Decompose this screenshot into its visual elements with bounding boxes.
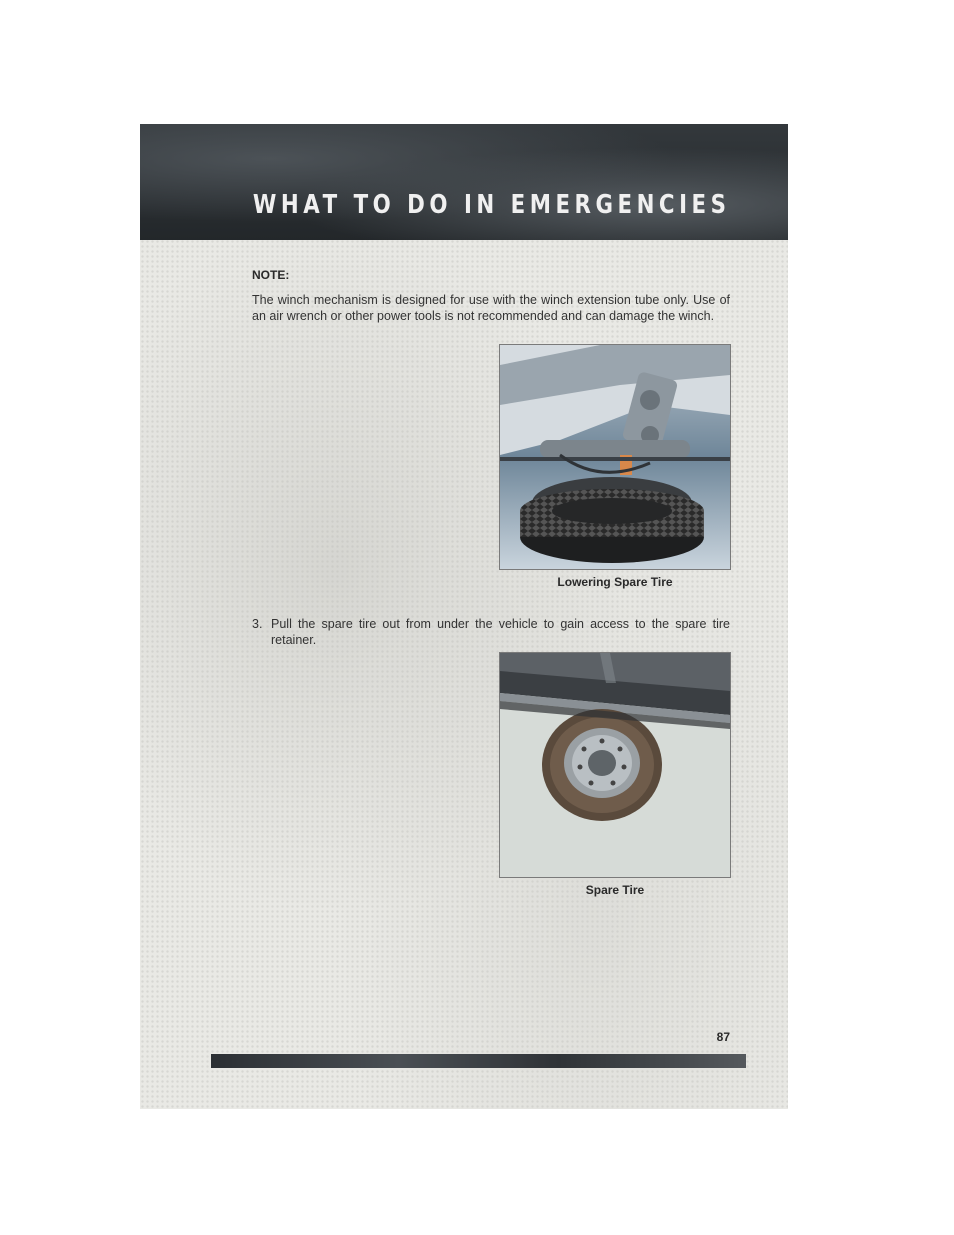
note-text: The winch mechanism is designed for use with the winch extension tube only. Use of an air wrench or other power tools is not recommended and can damage the winch. (252, 293, 730, 323)
section-banner (140, 124, 788, 240)
lowering-spare-tire-photo (499, 344, 731, 570)
manual-page (140, 124, 788, 1109)
step-item (252, 616, 730, 648)
section-title: WHAT TO DO IN EMERGENCIES (252, 190, 730, 220)
step-text: Pull the spare tire out from under the vehicle to gain access to the spare tire retainer. (271, 617, 730, 647)
spare-tire-photo (499, 652, 731, 878)
page-number: 87 (716, 1030, 730, 1044)
figure-caption: Lowering Spare Tire (557, 575, 673, 589)
step-number: 3. (252, 617, 263, 631)
figure-caption: Spare Tire (585, 883, 645, 897)
footer-bar (211, 1054, 746, 1068)
note-label: NOTE: (252, 268, 290, 282)
